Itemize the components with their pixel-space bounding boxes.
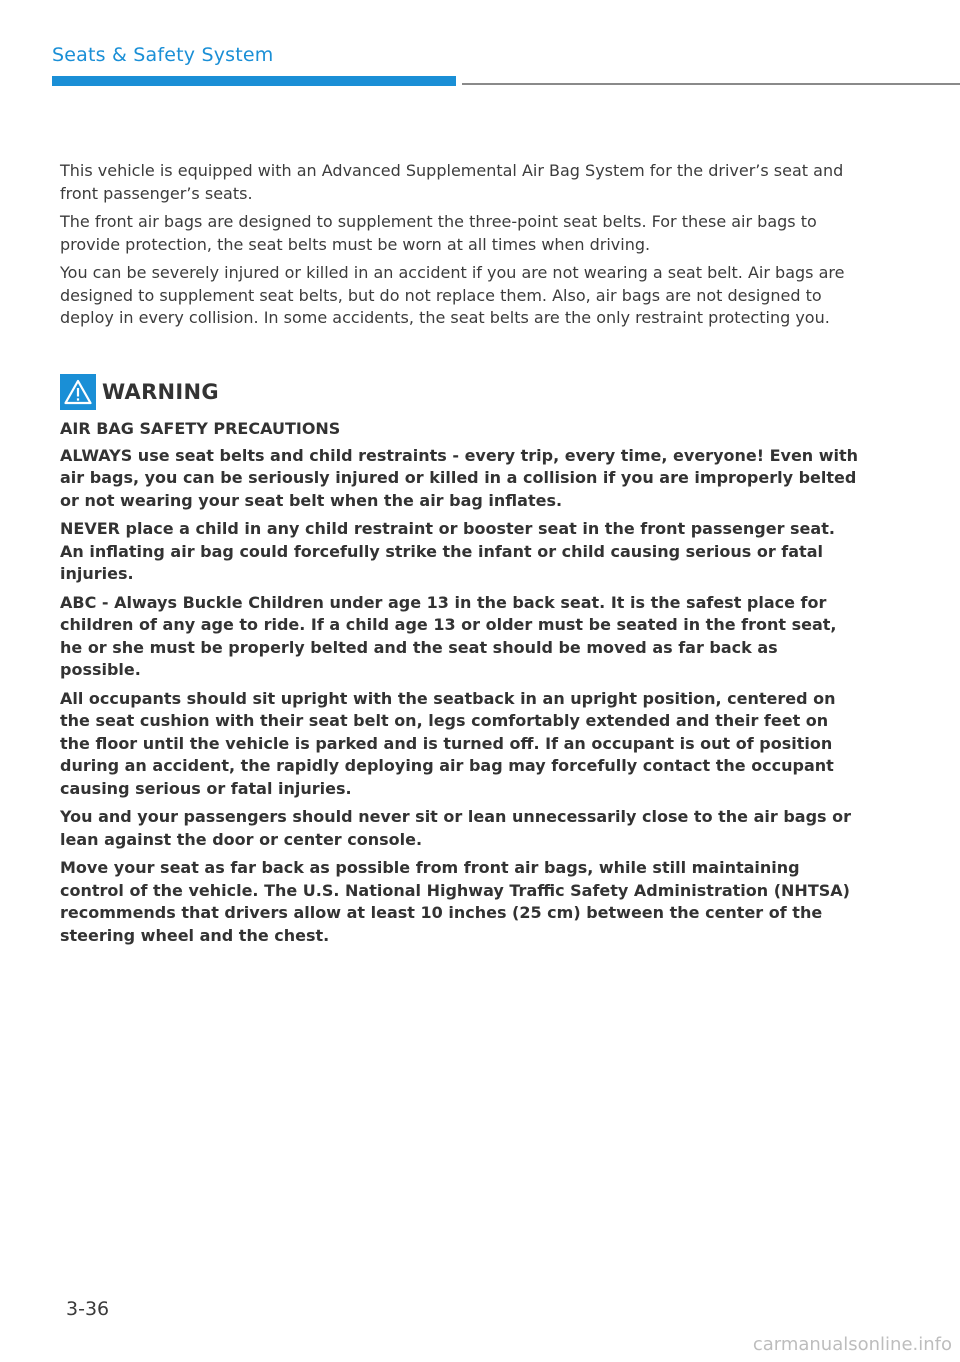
intro-paragraph: This vehicle is equipped with an Advanced Supplemental Air Bag System for the driver’s seat and front passenger’s seats.	[60, 161, 844, 203]
warning-triangle-icon	[60, 374, 96, 410]
intro-paragraph: The front air bags are designed to supplement the three-point seat belts. For these air bags to provide protection, the seat belts must be worn at all times when driving.	[60, 212, 817, 254]
warning-header	[60, 372, 860, 412]
warning-subtitle: AIR BAG SAFETY PRECAUTIONS	[60, 419, 341, 438]
warning-box	[60, 372, 860, 953]
header-rule-accent	[52, 76, 456, 86]
warning-paragraph: ALWAYS use seat belts and child restraints - every trip, every time, everyone! Even with air bags, you can be seriously injured or killed in a collision if you are improperly belted or not wearing your seat belt when the air bag inflates.	[60, 445, 859, 510]
warning-paragraph: NEVER place a child in any child restraint or booster seat in the front passenger seat. An inflating air bag could forcefully strike the infant or child causing serious or fatal injuries.	[60, 519, 835, 583]
section-title: Seats & Safety System	[52, 44, 274, 66]
intro-paragraph: You can be severely injured or killed in an accident if you are not wearing a seat belt. Air bags are designed to supplement seat belts, but do not replace them. Also, air bags are not designed to deploy in every collision. In some accidents, the seat belts are the only restraint protecting you.	[60, 263, 845, 327]
warning-paragraph: Move your seat as far back as possible from front air bags, while still maintaining control of the vehicle. The U.S. National Highway Traffic Safety Administration (NHTSA) recommends that drivers allow at least 10 inches (25 cm) between the center of the steering wheel and the chest.	[60, 858, 850, 945]
warning-label: WARNING	[102, 380, 219, 404]
warning-paragraph: All occupants should sit upright with the seatback in an upright position, centered on the seat cushion with their seat belt on, legs comfortably extended and their feet on the floor until the vehicle is parked and is turned off. If an occupant is out of position during an accident, the rapidly deploying air bag may forcefully contact the occupant causing serious or fatal injuries.	[60, 688, 836, 798]
watermark-text: carmanualsonline.info	[752, 1334, 952, 1355]
warning-paragraph: You and your passengers should never sit or lean unnecessarily close to the air bags or lean against the door or center console.	[60, 807, 852, 849]
warning-paragraph: ABC - Always Buckle Children under age 13 in the back seat. It is the safest place for children of any age to ride. If a child age 13 or older must be seated in the front seat, he or she must be properly belted and the seat should be moved as far back as possible.	[60, 592, 837, 679]
page-number: 3-36	[66, 1298, 110, 1320]
header-rule-thin	[462, 83, 960, 85]
intro-section	[60, 160, 850, 336]
